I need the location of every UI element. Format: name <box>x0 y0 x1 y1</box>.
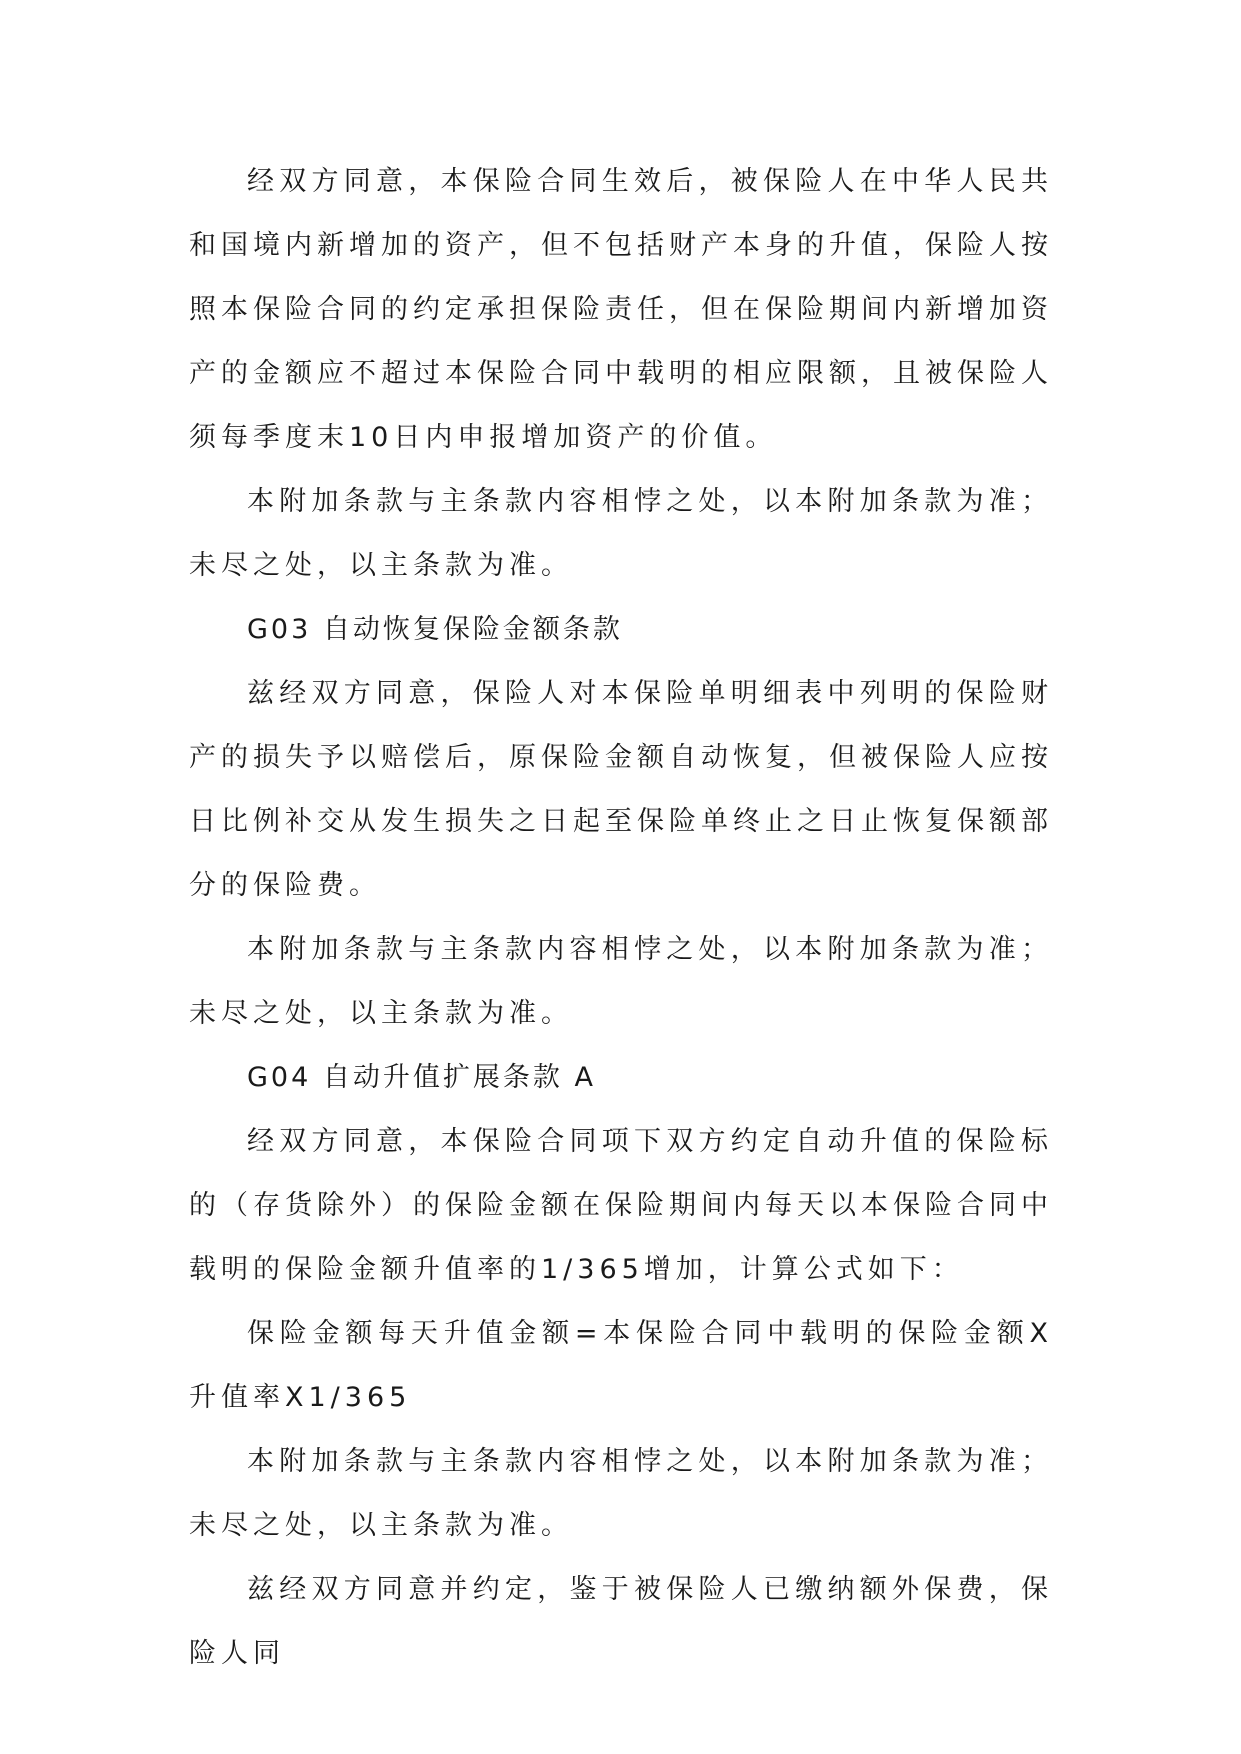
paragraph-auto-appreciation: 经双方同意，本保险合同项下双方约定自动升值的保险标的（存货除外）的保险金额在保险期间内每天以本保险合同中载明的保险金额升值率的1/365增加，计算公式如下： <box>189 1126 1053 1285</box>
document-body <box>189 150 1053 1686</box>
paragraph-precedence-2: 本附加条款与主条款内容相悖之处，以本附加条款为准；未尽之处，以主条款为准。 <box>189 934 1053 1029</box>
paragraph-precedence-3: 本附加条款与主条款内容相悖之处，以本附加条款为准；未尽之处，以主条款为准。 <box>189 1446 1053 1541</box>
clause-heading-g03: G03 自动恢复保险金额条款 <box>247 614 623 645</box>
clause-heading-g04: G04 自动升值扩展条款 A <box>247 1062 596 1093</box>
paragraph-auto-reinstatement: 兹经双方同意，保险人对本保险单明细表中列明的保险财产的损失予以赔偿后，原保险金额自动恢复，但被保险人应按日比例补交从发生损失之日起至保险单终止之日止恢复保额部分的保险费。 <box>189 678 1053 901</box>
paragraph-extra-premium: 兹经双方同意并约定，鉴于被保险人已缴纳额外保费，保险人同 <box>189 1574 1053 1669</box>
paragraph-new-assets: 经双方同意，本保险合同生效后，被保险人在中华人民共和国境内新增加的资产，但不包括财产本身的升值，保险人按照本保险合同的约定承担保险责任，但在保险期间内新增加资产的金额应不超过本保险合同中载明的相应限额，且被保险人须每季度末10日内申报增加资产的价值。 <box>189 166 1053 453</box>
paragraph-formula: 保险金额每天升值金额=本保险合同中载明的保险金额X升值率X1/365 <box>189 1318 1053 1413</box>
paragraph-precedence-1: 本附加条款与主条款内容相悖之处，以本附加条款为准；未尽之处，以主条款为准。 <box>189 486 1053 581</box>
